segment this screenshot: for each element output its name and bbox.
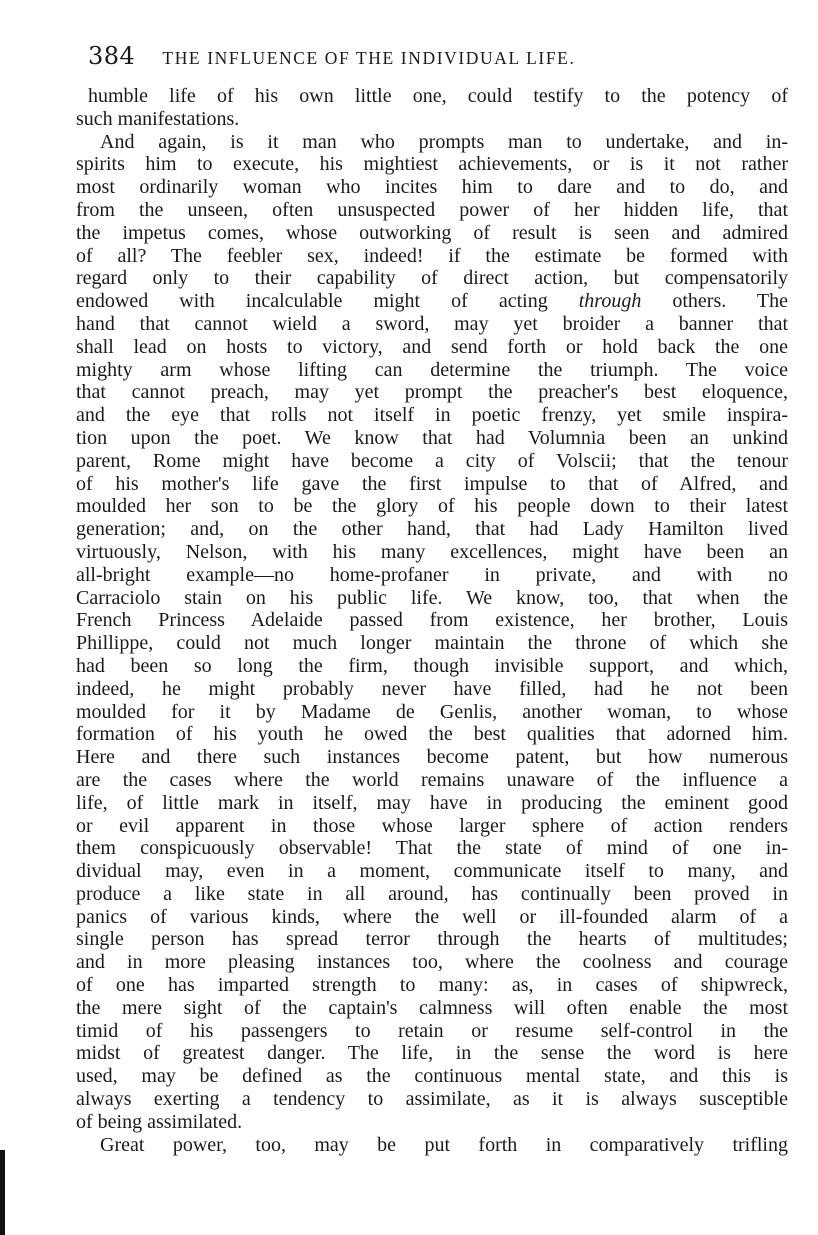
- text-line: regard only to their capability of direct action, but compensatorily: [76, 267, 788, 290]
- text-line: dividual may, even in a moment, communicate itself to many, and: [76, 860, 788, 883]
- text-line: life, of little mark in itself, may have in producing the eminent good: [76, 791, 788, 814]
- page-edge-mark: [0, 1150, 5, 1235]
- text-line: hand that cannot wield a sword, may yet broider a banner that: [76, 312, 788, 335]
- text-line: the impetus comes, whose outworking of result is seen and admired: [76, 221, 788, 244]
- text-line: indeed, he might probably never have filled, had he not been: [76, 677, 788, 700]
- text-line: Here and there such instances become patent, but how numerous: [76, 746, 788, 769]
- text-line: moulded for it by Madame de Genlis, another woman, to whose: [76, 700, 788, 723]
- text-segment: endowed with incalculable might of acting: [76, 290, 579, 313]
- text-line: such manifestations.: [76, 107, 240, 130]
- text-line: single person has spread terror through the hearts of multitudes;: [76, 928, 788, 951]
- text-line: Phillippe, could not much longer maintain the throne of which she: [76, 632, 788, 655]
- text-line: of all? The feebler sex, indeed! if the estimate be formed with: [76, 244, 788, 267]
- text-line: of one has imparted strength to many: as, in cases of shipwreck,: [76, 974, 788, 997]
- running-title: THE INFLUENCE OF THE INDIVIDUAL LIFE.: [162, 48, 576, 68]
- text-line: the mere sight of the captain's calmness will often enable the most: [76, 996, 788, 1019]
- text-line: shall lead on hosts to victory, and send forth or hold back the one: [76, 335, 788, 358]
- text-line: produce a like state in all around, has continually been proved in: [76, 882, 788, 905]
- running-header: [88, 42, 788, 76]
- text-line: parent, Rome might have become a city of Volscii; that the tenour: [76, 449, 788, 472]
- text-line: virtuously, Nelson, with his many excellences, might have been an: [76, 540, 788, 563]
- text-line: all-bright example—no home-profaner in private, and with no: [76, 563, 788, 586]
- text-line: panics of various kinds, where the well or ill-founded alarm of a: [76, 905, 788, 928]
- paragraph-start-line: And again, is it man who prompts man to undertake, and in-: [100, 130, 788, 153]
- text-line: and in more pleasing instances too, where the coolness and courage: [76, 951, 788, 974]
- text-line: generation; and, on the other hand, that had Lady Hamilton lived: [76, 518, 788, 541]
- text-line: that cannot preach, may yet prompt the preacher's best eloquence,: [76, 381, 788, 404]
- text-line-with-italic: [76, 290, 788, 313]
- text-line: them conspicuously observable! That the state of mind of one in-: [76, 837, 788, 860]
- text-line: formation of his youth he owed the best qualities that adorned him.: [76, 723, 788, 746]
- text-line: humble life of his own little one, could testify to the potency of: [88, 85, 788, 107]
- italic-word: through: [578, 290, 642, 313]
- text-line: mighty arm whose lifting can determine the triumph. The voice: [76, 358, 788, 381]
- paragraph-start-line: Great power, too, may be put forth in comparatively trifling: [100, 1133, 788, 1156]
- page-number: 384: [88, 42, 136, 70]
- text-line: of his mother's life gave the first impulse to that of Alfred, and: [76, 472, 788, 495]
- text-line: or evil apparent in those whose larger sphere of action renders: [76, 814, 788, 837]
- text-line: French Princess Adelaide passed from existence, her brother, Louis: [76, 609, 788, 632]
- text-line: tion upon the poet. We know that had Volumnia been an unkind: [76, 426, 788, 449]
- text-line: from the unseen, often unsuspected power of her hidden life, that: [76, 198, 788, 221]
- text-line: are the cases where the world remains unaware of the influence a: [76, 768, 788, 791]
- text-line: had been so long the firm, though invisible support, and which,: [76, 654, 788, 677]
- text-line: midst of greatest danger. The life, in the sense the word is here: [76, 1042, 788, 1065]
- text-segment: others. The: [641, 290, 789, 313]
- text-line: moulded her son to be the glory of his people down to their latest: [76, 495, 788, 518]
- text-line: always exerting a tendency to assimilate, as it is always susceptible: [76, 1088, 788, 1111]
- text-line: timid of his passengers to retain or resume self-control in the: [76, 1019, 788, 1042]
- text-line: Carraciolo stain on his public life. We know, too, that when the: [76, 586, 788, 609]
- body-text: [76, 85, 788, 1156]
- text-line: used, may be defined as the continuous mental state, and this is: [76, 1065, 788, 1088]
- text-line: spirits him to execute, his mightiest achievements, or is it not rather: [76, 153, 788, 176]
- text-line: most ordinarily woman who incites him to dare and to do, and: [76, 176, 788, 199]
- text-line: and the eye that rolls not itself in poetic frenzy, yet smile inspira-: [76, 404, 788, 427]
- text-line: of being assimilated.: [76, 1110, 243, 1133]
